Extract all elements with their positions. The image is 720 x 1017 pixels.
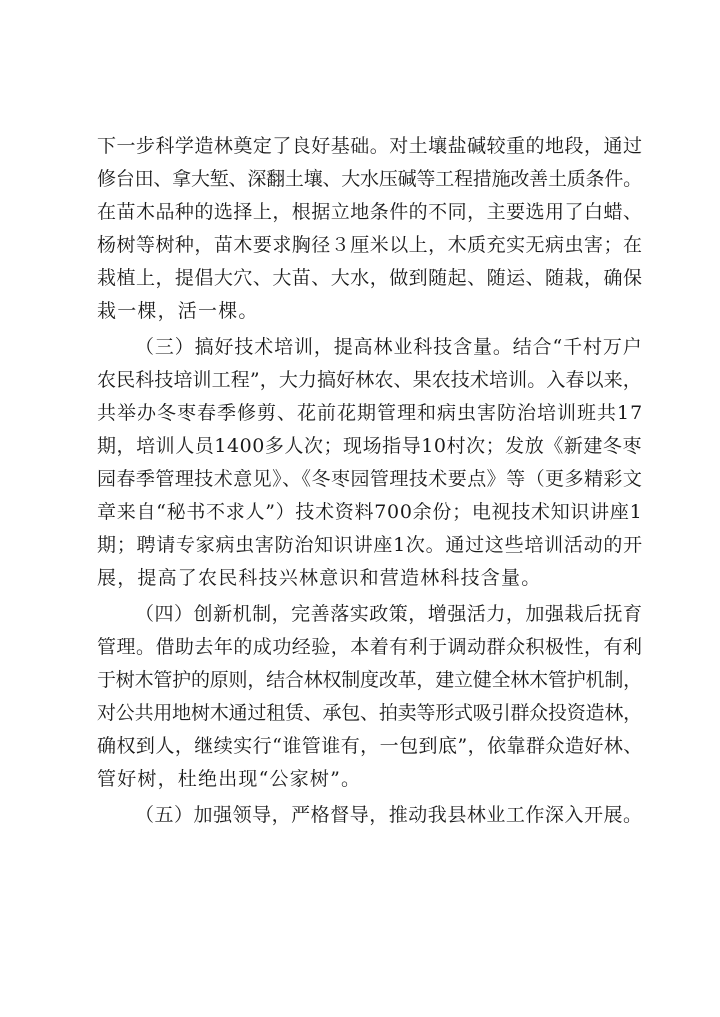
- text-line: 管好树，杜绝出现“公家树”。: [97, 768, 362, 790]
- paragraph-first-line: （三）搞好技术培训，提高林业科技含量。结合“千村万户: [135, 336, 643, 358]
- text-line: 农民科技培训工程”，大力搞好林农、果农技术培训。入春以来，: [97, 369, 642, 391]
- text-line: 展，提高了农民科技兴林意识和营造林科技含量。: [97, 567, 542, 589]
- text-line: 期，培训人员1400多人次；现场指导10村次；发放《新建冬枣: [97, 435, 643, 457]
- text-line: 共举办冬枣春季修剪、花前花期管理和病虫害防治培训班共17: [97, 402, 644, 424]
- paragraph-first-line: （五）加强领导，严格督导，推动我县林业工作深入开展。: [135, 804, 643, 826]
- text-line: 章来自“秘书不求人”）技术资料700余份；电视技术知识讲座1: [97, 501, 643, 523]
- document-body: [97, 130, 642, 832]
- text-line: 于树木管护的原则，结合林权制度改革，建立健全林木管护机制，: [97, 669, 642, 691]
- text-line: 杨树等树种，苗木要求胸径３厘米以上，木质充实无病虫害；在: [97, 234, 643, 256]
- text-line: 对公共用地树木通过租赁、承包、拍卖等形式吸引群众投资造林，: [97, 702, 642, 724]
- text-line: 管理。借助去年的成功经验，本着有利于调动群众积极性，有利: [97, 636, 643, 658]
- text-line: 修台田、拿大堑、深翻土壤、大水压碱等工程措施改善土质条件。: [97, 168, 642, 190]
- paragraph-first-line: （四）创新机制，完善落实政策，增强活力，加强栽后抚育: [135, 603, 643, 625]
- text-line: 下一步科学造林奠定了良好基础。对土壤盐碱较重的地段，通过: [97, 135, 643, 157]
- text-line: 期；聘请专家病虫害防治知识讲座1次。通过这些培训活动的开: [97, 534, 643, 556]
- text-line: 确权到人，继续实行“谁管谁有，一包到底”，依靠群众造好林、: [97, 735, 643, 757]
- text-line: 园春季管理技术意见》、《冬枣园管理技术要点》等（更多精彩文: [97, 468, 643, 490]
- text-line: 栽植上，提倡大穴、大苗、大水，做到随起、随运、随栽，确保: [97, 267, 643, 289]
- text-line: 栽一棵，活一棵。: [97, 300, 259, 322]
- text-line: 在苗木品种的选择上，根据立地条件的不同，主要选用了白蜡、: [97, 201, 643, 223]
